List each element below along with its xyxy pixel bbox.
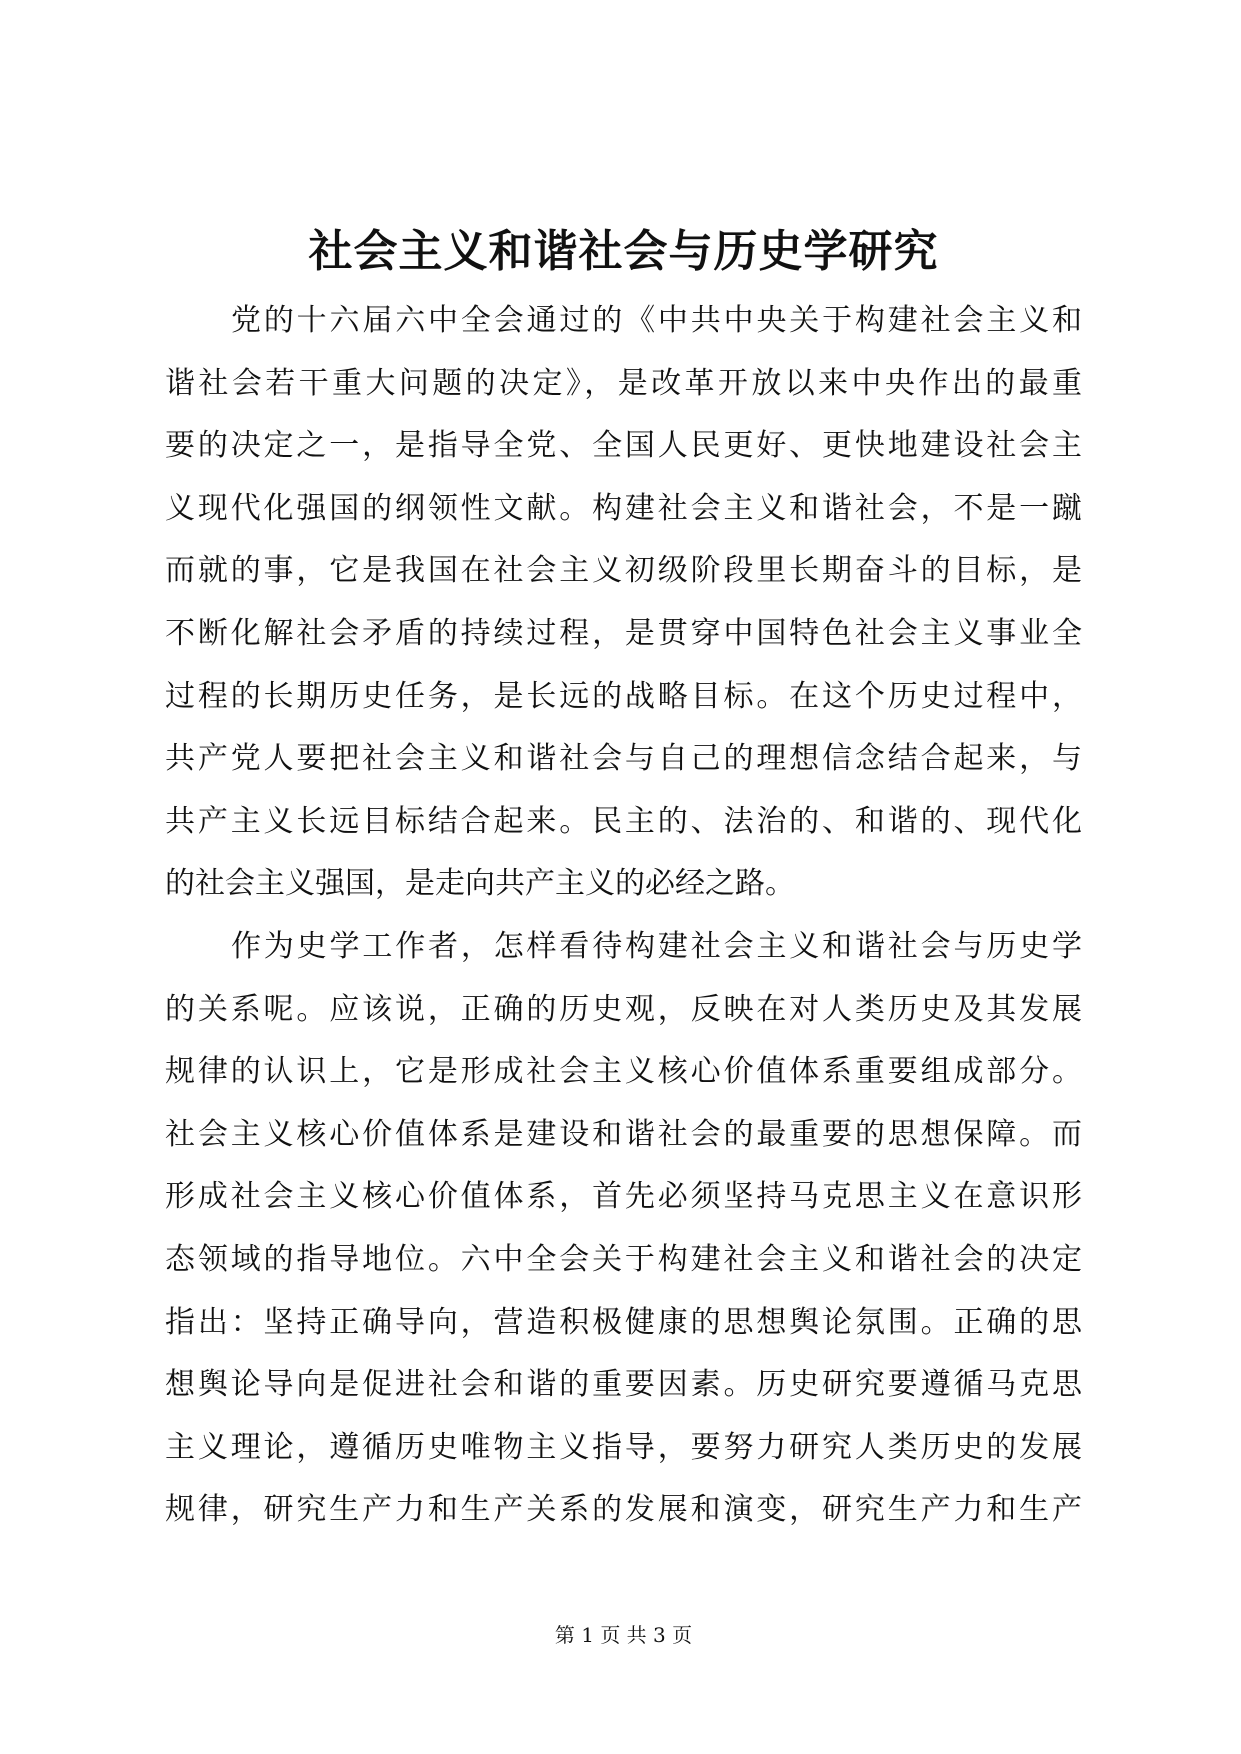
paragraph [165, 290, 1082, 916]
text-line: 形成社会主义核心价值体系，首先必须坚持马克思主义在意识形 [165, 1179, 1082, 1215]
text-line: 而就的事，它是我国在社会主义初级阶段里长期奋斗的目标，是 [165, 553, 1082, 589]
text-line: 共产党人要把社会主义和谐社会与自己的理想信念结合起来，与 [165, 741, 1082, 777]
text-line: 要的决定之一，是指导全党、全国人民更好、更快地建设社会主 [165, 428, 1082, 464]
document-title: 社会主义和谐社会与历史学研究 [308, 226, 939, 277]
text-line: 规律，研究生产力和生产关系的发展和演变，研究生产力和生产 [165, 1492, 1082, 1528]
text-line: 作为史学工作者，怎样看待构建社会主义和谐社会与历史学 [231, 928, 1082, 964]
document-body [165, 290, 1082, 1542]
page-footer: 第 1 页 共 3 页 [554, 1623, 693, 1647]
text-line: 规律的认识上，它是形成社会主义核心价值体系重要组成部分。 [165, 1054, 1082, 1090]
text-line: 共产主义长远目标结合起来。民主的、法治的、和谐的、现代化 [165, 803, 1082, 839]
text-line: 义现代化强国的纲领性文献。构建社会主义和谐社会，不是一蹴 [165, 490, 1082, 526]
text-line: 不断化解社会矛盾的持续过程，是贯穿中国特色社会主义事业全 [165, 615, 1082, 651]
text-line: 想舆论导向是促进社会和谐的重要因素。历史研究要遵循马克思 [165, 1367, 1082, 1403]
text-line: 主义理论，遵循历史唯物主义指导，要努力研究人类历史的发展 [165, 1429, 1082, 1465]
text-line: 态领域的指导地位。六中全会关于构建社会主义和谐社会的决定 [165, 1241, 1082, 1277]
text-line: 社会主义核心价值体系是建设和谐社会的最重要的思想保障。而 [165, 1116, 1082, 1152]
paragraph [165, 916, 1082, 1542]
text-line: 指出：坚持正确导向，营造积极健康的思想舆论氛围。正确的思 [165, 1304, 1082, 1340]
text-line: 过程的长期历史任务，是长远的战略目标。在这个历史过程中， [165, 678, 1082, 714]
text-line: 的社会主义强国，是走向共产主义的必经之路。 [165, 866, 795, 902]
text-line: 的关系呢。应该说，正确的历史观，反映在对人类历史及其发展 [165, 991, 1082, 1027]
text-line: 党的十六届六中全会通过的《中共中央关于构建社会主义和 [231, 303, 1082, 338]
text-line: 谐社会若干重大问题的决定》，是改革开放以来中央作出的最重 [165, 365, 1082, 401]
